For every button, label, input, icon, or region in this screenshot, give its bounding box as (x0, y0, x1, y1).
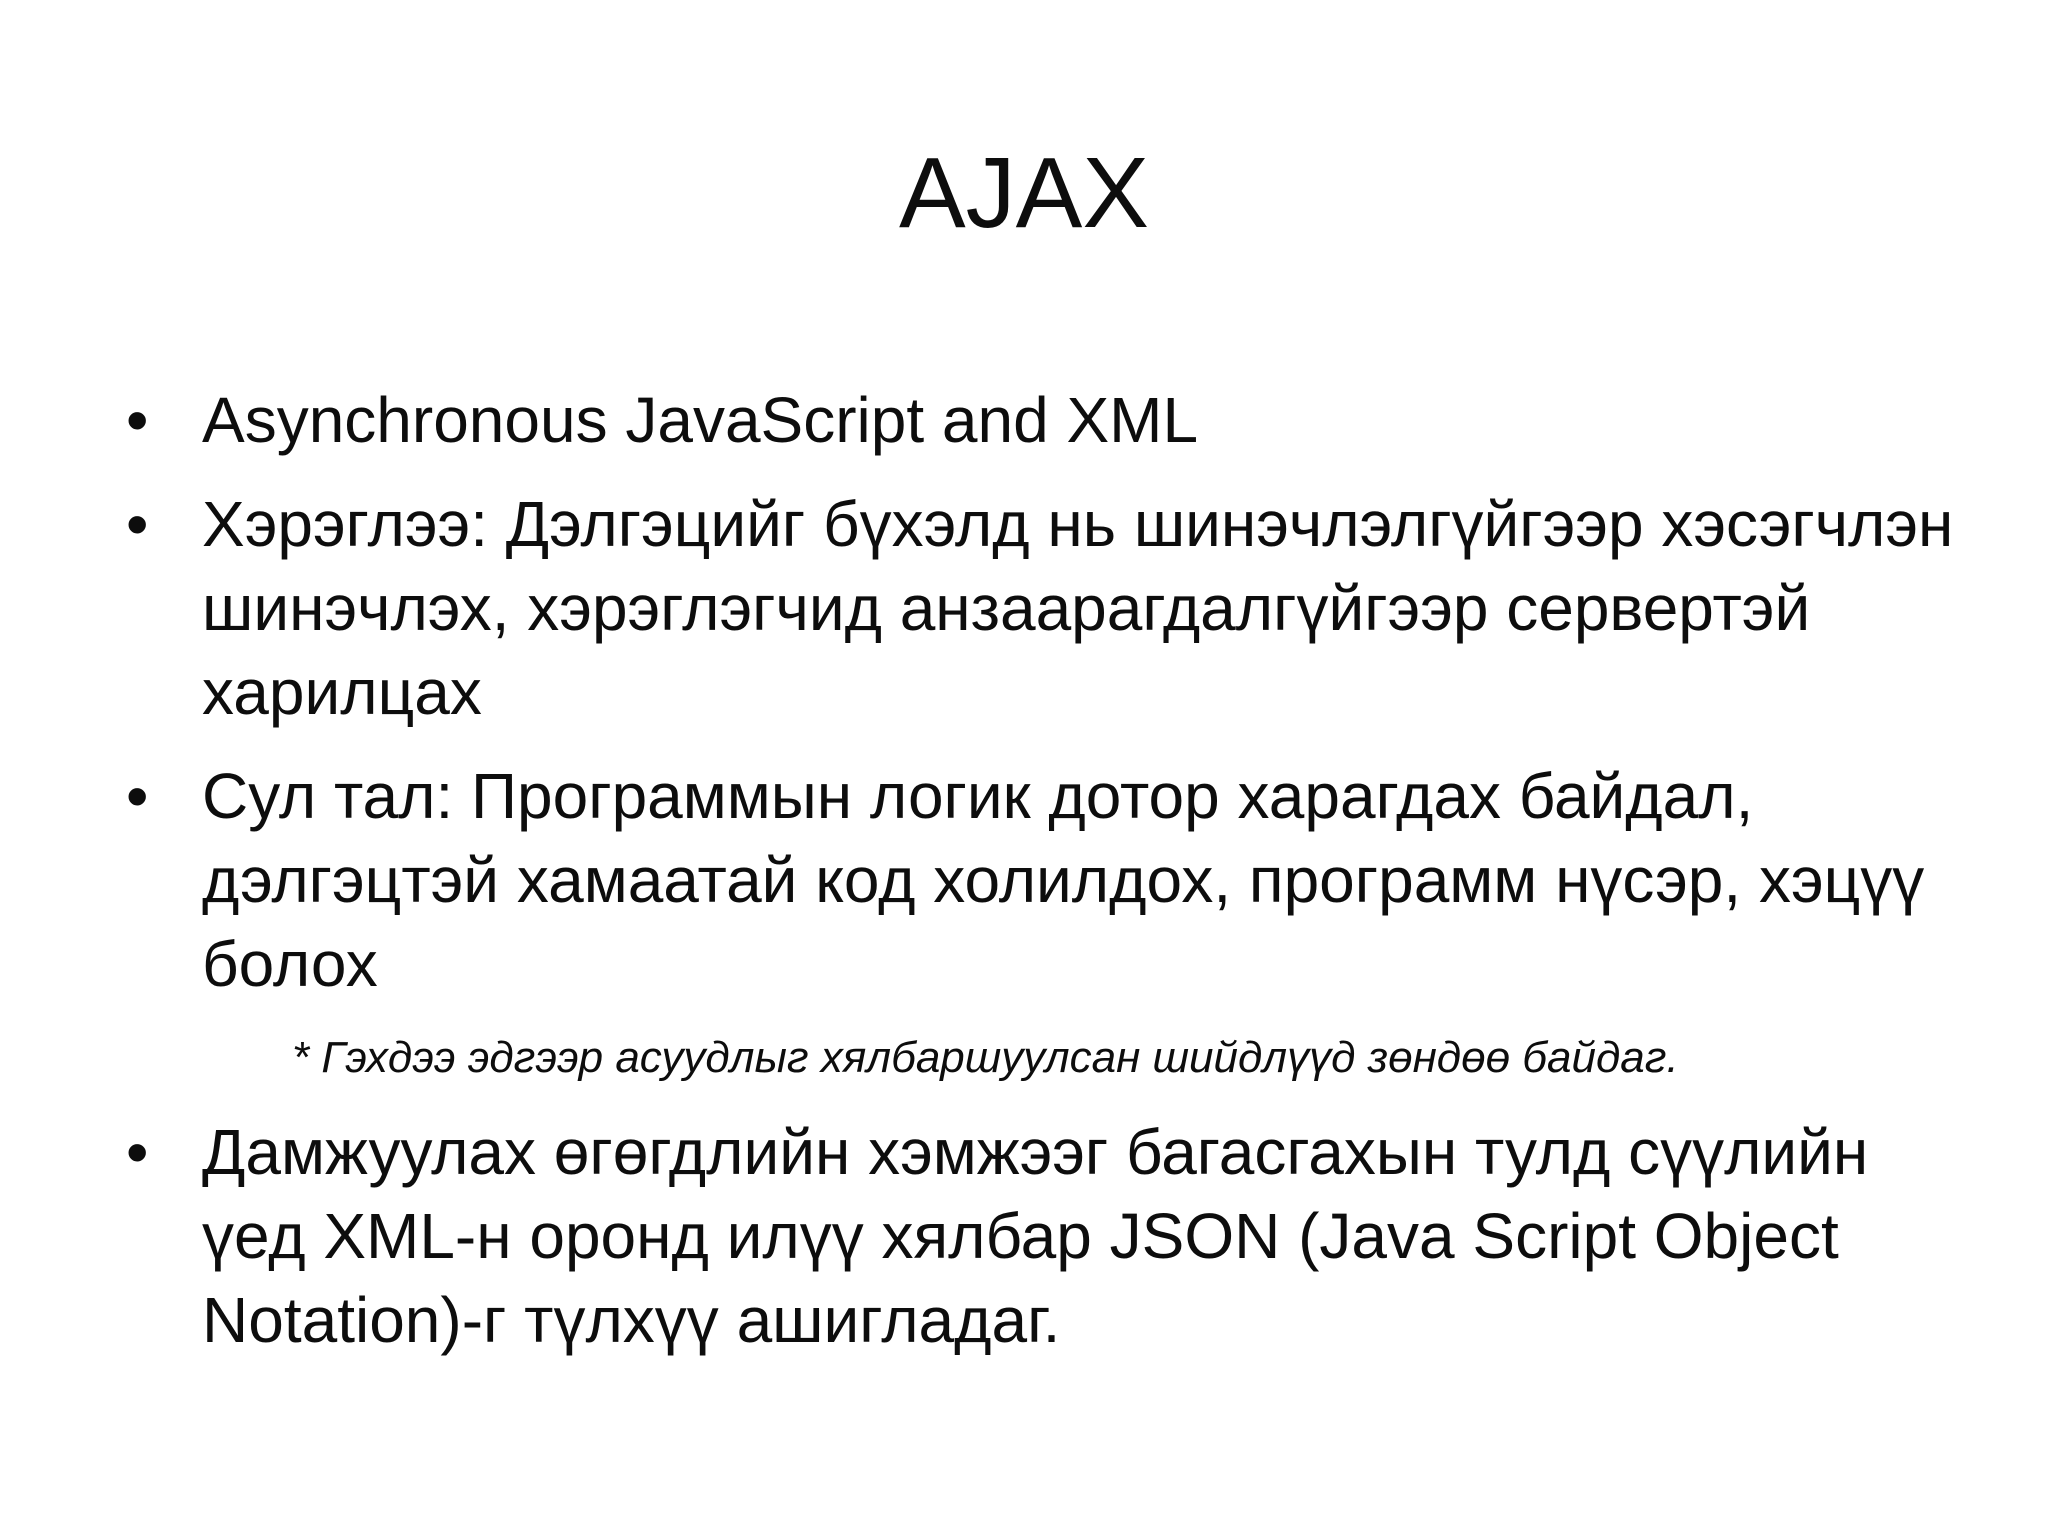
bullet-text: Дамжуулах өгөгдлийн хэмжээг багасгахын тулд сүүлийн үед XML-н оронд илүү хялбар JSON (Java Script Object Notation)-г түлхүү ашигладаг. (202, 1116, 1869, 1356)
bullet-icon: • (126, 1116, 149, 1188)
bullet-list (120, 378, 1980, 1362)
footnote: * Гэхдээ эдгээр асуудлыг хялбаршуулсан шийдлүүд зөндөө байдаг. (292, 1033, 1679, 1082)
bullet-text: Хэрэглээ: Дэлгэцийг бүхэлд нь шинэчлэлгүйгээр хэсэгчлэн шинэчлэх, хэрэглэгчид анзаарагдалгүйгээр сервертэй харилцах (202, 488, 1954, 728)
bullet-item-4 (120, 1110, 1980, 1362)
bullet-item-2 (120, 482, 1980, 734)
bullet-icon: • (126, 488, 149, 560)
bullet-icon: • (126, 384, 149, 456)
bullet-text: Сул тал: Программын логик дотор харагдах байдал, дэлгэцтэй хамаатай код холилдох, программ нүсэр, хэцүү болох (202, 760, 1925, 1000)
slide-title: AJAX (898, 137, 1150, 249)
bullet-icon: • (126, 760, 149, 832)
bullet-item-1 (120, 378, 1980, 462)
bullet-text: Asynchronous JavaScript and XML (202, 384, 1199, 456)
bullet-item-3 (120, 754, 1980, 1088)
